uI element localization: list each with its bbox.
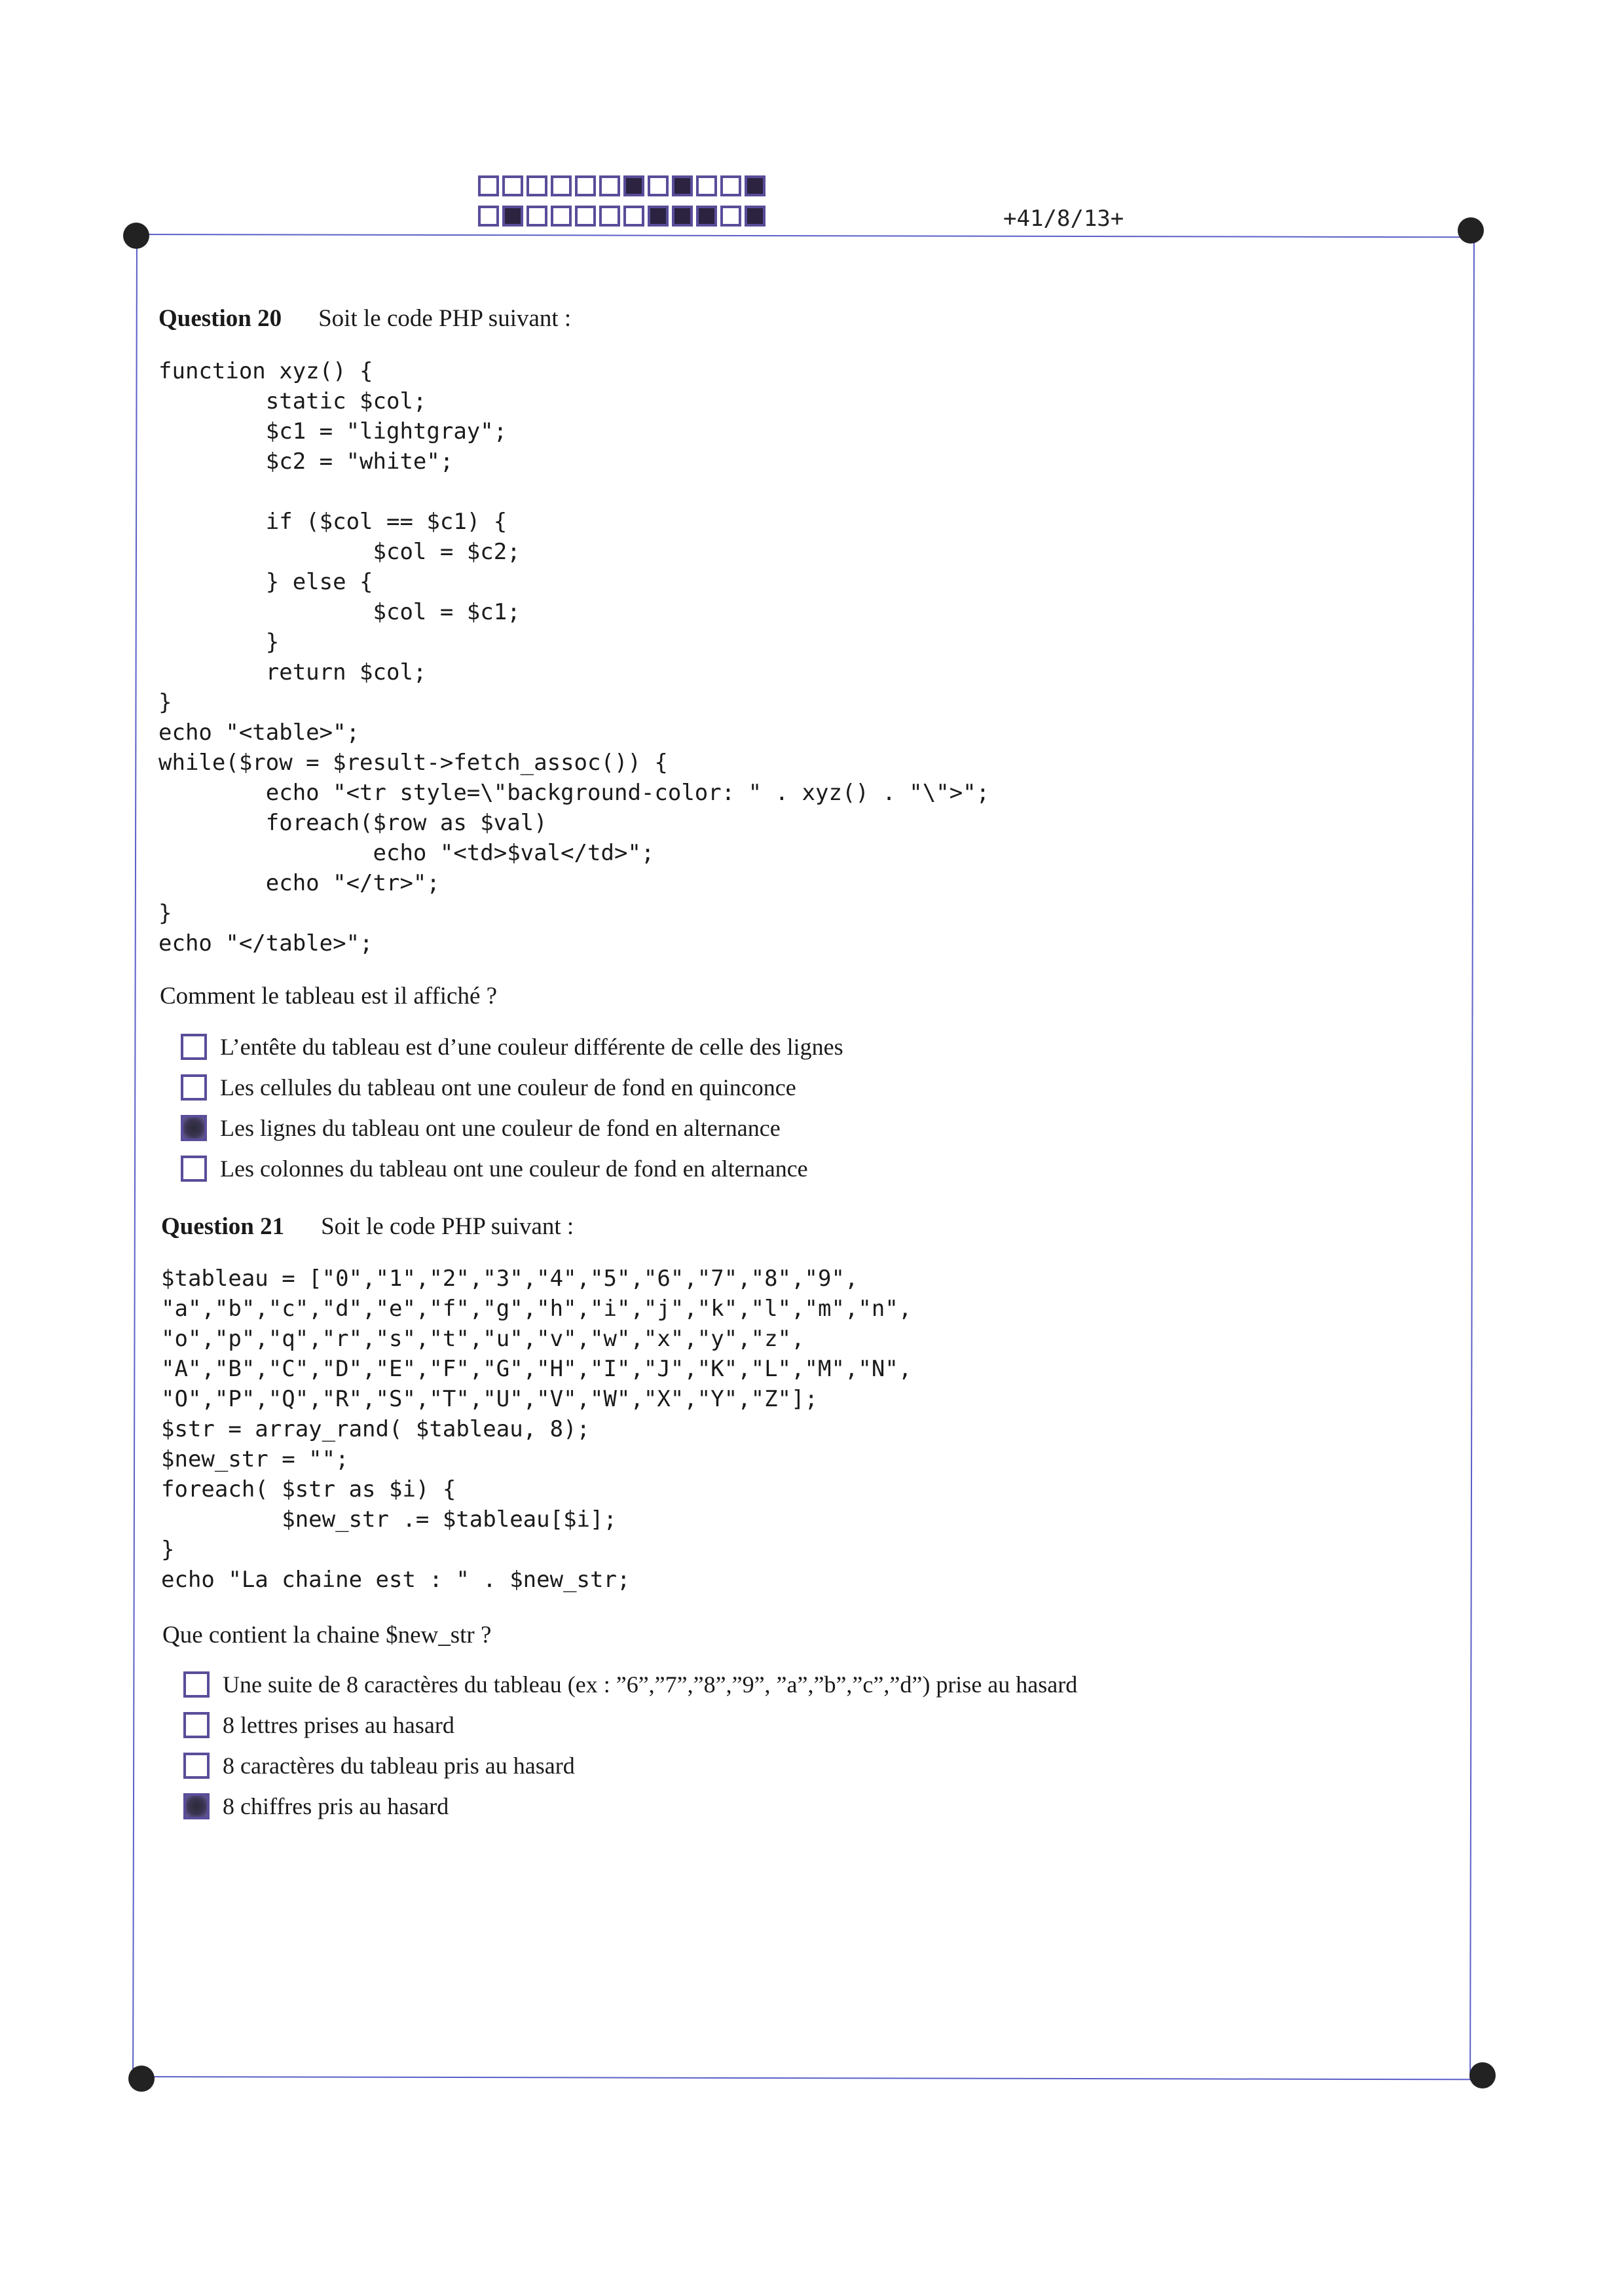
question-21-prompt: Que contient la chaine $new_str ? <box>162 1622 492 1649</box>
answer-checkbox[interactable] <box>183 1671 210 1698</box>
answer-checkbox[interactable] <box>183 1753 210 1779</box>
page-id: +41/8/13+ <box>1003 206 1124 232</box>
id-code-box-empty <box>575 175 596 196</box>
registration-mark-bottom-left <box>128 2066 155 2092</box>
id-code-box-filled <box>745 175 766 196</box>
answer-option[interactable] <box>181 1148 843 1189</box>
id-code-box-empty <box>478 206 499 227</box>
answer-option[interactable] <box>183 1664 1077 1705</box>
answer-text: 8 chiffres pris au hasard <box>223 1793 449 1819</box>
id-code-box-empty <box>720 175 741 196</box>
question-20-header <box>158 304 571 333</box>
id-code-box-filled <box>696 206 717 227</box>
id-code-box-empty <box>623 206 644 227</box>
question-20-code: function xyz() { static $col; $c1 = "lightgray"; $c2 = "white"; if ($col == $c1) { $col = $c2; } else { $col = $c1; } return $col; } echo "<table>"; while($row = $result->fetch_assoc()) { echo "<tr style=\"background-color: " . xyz() . "\">"; foreach($row as $val) echo "<td>$val</td>"; echo "</tr>"; } echo "</table>"; <box>158 358 990 957</box>
answer-option[interactable] <box>181 1027 843 1067</box>
answer-text: Une suite de 8 caractères du tableau (ex : ”6”,”7”,”8”,”9”, ”a”,”b”,”c”,”d”) prise au hasard <box>223 1671 1078 1698</box>
registration-mark-bottom-right <box>1469 2062 1496 2088</box>
answer-option[interactable] <box>183 1745 1077 1786</box>
answer-text: Les lignes du tableau ont une couleur de fond en alternance <box>220 1115 781 1141</box>
id-code-box-empty <box>720 206 741 227</box>
question-20-answers <box>181 1027 843 1189</box>
id-code-box-empty <box>551 206 572 227</box>
answer-checkbox-checked[interactable] <box>181 1115 207 1141</box>
answer-text: 8 caractères du tableau pris au hasard <box>223 1753 575 1779</box>
answer-text: 8 lettres prises au hasard <box>223 1712 454 1738</box>
id-code-box-filled <box>648 206 669 227</box>
answer-option[interactable] <box>183 1705 1077 1745</box>
answer-checkbox[interactable] <box>181 1034 207 1060</box>
question-21-header <box>161 1212 574 1241</box>
answer-option[interactable] <box>181 1067 843 1108</box>
id-code-box-empty <box>551 175 572 196</box>
registration-mark-top-right <box>1458 217 1484 244</box>
question-label: Question 21 <box>161 1213 285 1240</box>
answer-option[interactable] <box>181 1108 843 1148</box>
id-code-box-filled <box>623 175 644 196</box>
answer-text: L’entête du tableau est d’une couleur différente de celle des lignes <box>220 1034 843 1060</box>
question-20-prompt: Comment le tableau est il affiché ? <box>160 983 498 1010</box>
question-label: Question 20 <box>158 305 282 332</box>
question-title: Soit le code PHP suivant : <box>318 305 572 332</box>
id-code-box-empty <box>599 206 620 227</box>
id-code-box-empty <box>526 206 547 227</box>
question-title: Soit le code PHP suivant : <box>321 1213 574 1240</box>
answer-checkbox[interactable] <box>183 1712 210 1738</box>
answer-checkbox[interactable] <box>181 1074 207 1101</box>
id-code-box-filled <box>502 206 523 227</box>
id-code-row-1 <box>478 175 766 196</box>
answer-checkbox[interactable] <box>181 1156 207 1182</box>
answer-text: Les colonnes du tableau ont une couleur de fond en alternance <box>220 1156 808 1182</box>
id-code-box-filled <box>745 206 766 227</box>
id-code-box-empty <box>502 175 523 196</box>
id-code-box-filled <box>672 175 693 196</box>
id-code-box-empty <box>575 206 596 227</box>
id-code-box-empty <box>599 175 620 196</box>
id-code-box-empty <box>648 175 669 196</box>
registration-mark-top-left <box>123 223 149 249</box>
id-code-box-filled <box>672 206 693 227</box>
answer-text: Les cellules du tableau ont une couleur de fond en quinconce <box>220 1074 796 1101</box>
id-code-box-empty <box>478 175 499 196</box>
id-code-box-empty <box>696 175 717 196</box>
answer-option[interactable] <box>183 1786 1077 1827</box>
id-code-box-empty <box>526 175 547 196</box>
question-21-code: $tableau = ["0","1","2","3","4","5","6","7","8","9", "a","b","c","d","e","f","g","h","i","j","k","l","m","n", "o","p","q","r","s","t","u","v","w","x","y","z", "A","B","C","D","E","F","G","H","I","J","K","L","M","N", "O","P","Q","R","S","T","U","V","W","X","Y","Z"]; $str = array_rand( $tableau, 8); $new_str = ""; foreach( $str as $i) { $new_str .= $tableau[$i]; } echo "La chaine est : " . $new_str; <box>161 1266 912 1593</box>
id-code-row-2 <box>478 206 766 227</box>
answer-checkbox-checked[interactable] <box>183 1793 210 1819</box>
question-21-answers <box>183 1664 1077 1827</box>
